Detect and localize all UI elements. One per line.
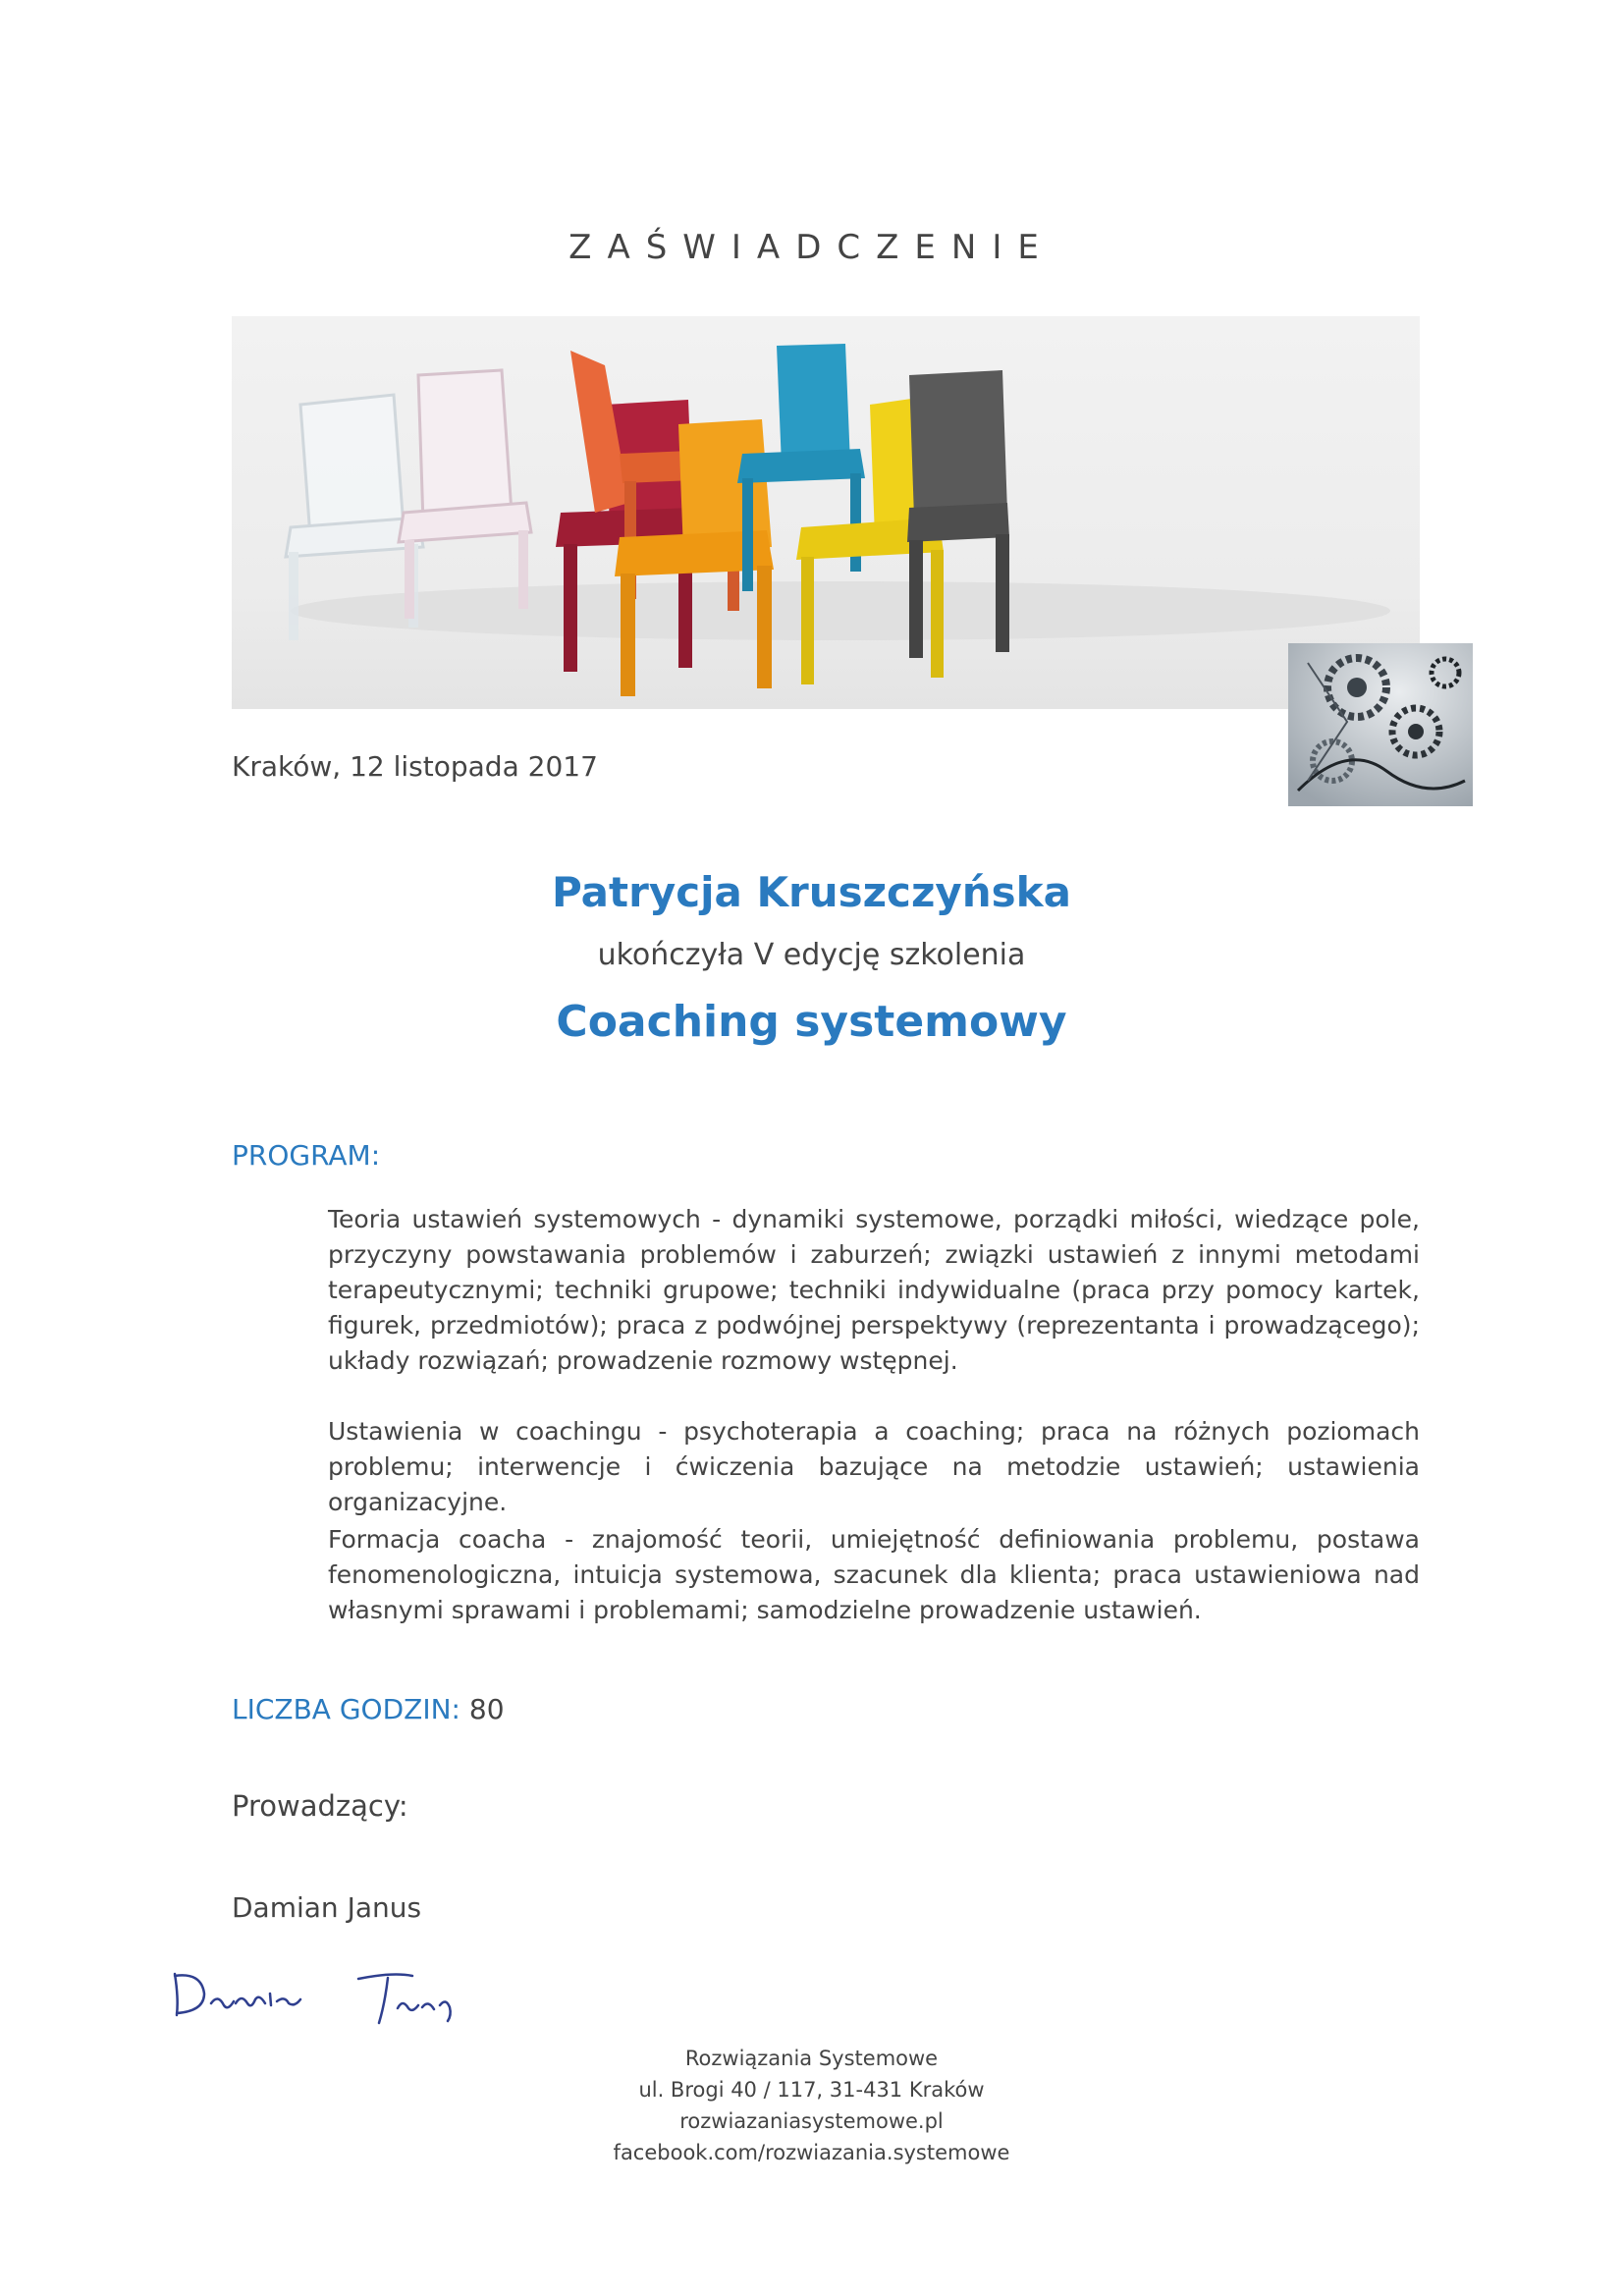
signature [157,1954,481,2033]
document-title: ZAŚWIADCZENIE [568,228,1055,267]
gears-illustration [1288,643,1473,806]
hours-line [232,1693,505,1725]
course-title: Coaching systemowy [556,997,1067,1047]
signature-drawing [157,1954,481,2033]
program-paragraph: Formacja coacha - znajomość teorii, umiejętność definiowania problemu, postawa fenomenologiczna, intuicja systemowa, szacunek dla klienta; praca ustawieniowa nad własnymi sprawami i problemami; samodzielne prowadzenie ustawień. [328,1525,1420,1624]
leader-label: Prowadzący: [232,1789,408,1823]
issue-date: Kraków, 12 listopada 2017 [232,750,598,783]
hours-label: LICZBA GODZIN: [232,1693,460,1725]
gears-image [1288,643,1473,806]
program-paragraph: Teoria ustawień systemowych - dynamiki systemowe, porządki miłości, wiedzące pole, przyczyny powstawania problemów i zaburzeń; związki ustawień z innymi metodami terapeutycznymi; techniki grupowe; techniki indywidualne (praca przy pomocy kartek, figurek, przedmiotów); praca z podwójnej perspektywy (reprezentanta i prowadzącego); układy rozwiązań; prowadzenie rozmowy wstępnej. [328,1205,1420,1375]
chairs-illustration [232,316,1420,709]
completion-text: ukończyła V edycję szkolenia [597,938,1026,972]
program-paragraph: Ustawienia w coachingu - psychoterapia a coaching; praca na różnych poziomach problemu; interwencje i ćwiczenia bazujące na metodzie ustawień; ustawienia organizacyjne. [328,1417,1420,1516]
recipient-name: Patrycja Kruszczyńska [552,868,1071,916]
footer-address: ul. Brogi 40 / 117, 31-431 Kraków [638,2078,985,2102]
footer [0,2043,1623,2168]
footer-org: Rozwiązania Systemowe [684,2047,939,2070]
leader-name: Damian Janus [232,1891,422,1924]
chairs-photo [232,316,1420,709]
footer-website[interactable]: rozwiazaniasystemowe.pl [679,2109,944,2133]
hours-value: 80 [468,1693,505,1725]
footer-facebook[interactable]: facebook.com/rozwiazania.systemowe [613,2141,1010,2164]
chair-pink [399,370,531,619]
program-heading: PROGRAM: [232,1139,381,1172]
